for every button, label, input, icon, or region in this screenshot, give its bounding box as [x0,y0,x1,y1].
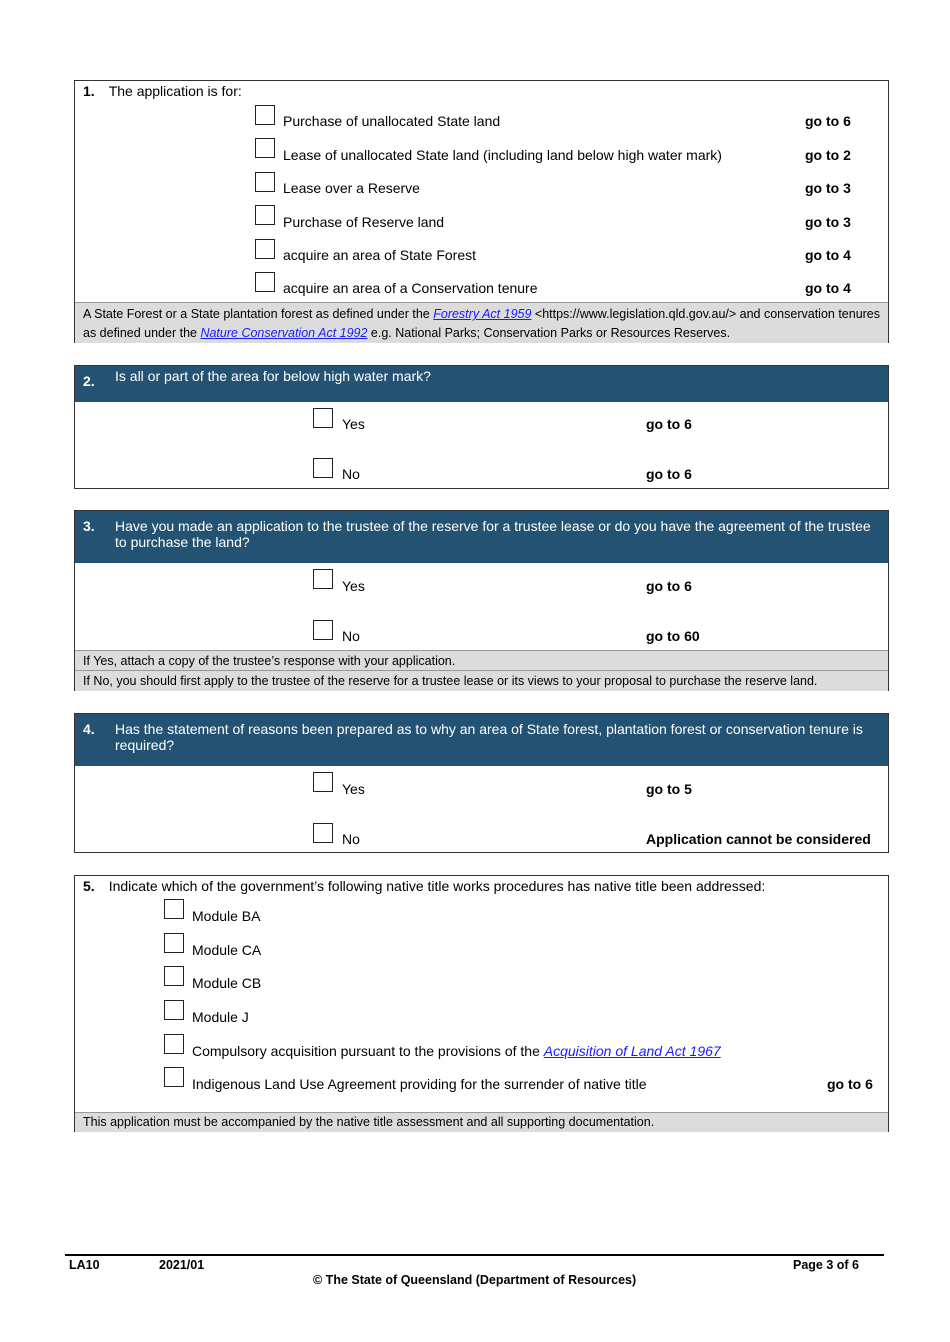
goto-label: Application cannot be considered [646,831,871,847]
checkbox-state-forest[interactable] [255,239,275,259]
checkbox-no[interactable] [313,823,333,843]
question-1-text: The application is for: [108,83,242,99]
goto-label: go to 6 [827,1076,873,1092]
question-5-number: 5. [83,878,95,894]
goto-label: go to 3 [805,214,851,230]
option-label: Module J [192,1009,249,1025]
checkbox-lease-reserve[interactable] [255,172,275,192]
question-3-header [75,511,888,563]
question-3-note-no: If No, you should first apply to the trustee of the reserve for a trustee lease or its views to your proposal to purchase the reserve land. [75,670,888,691]
goto-label: go to 60 [646,628,700,644]
yes-label: Yes [342,781,365,797]
question-1-heading [83,83,242,99]
question-4-text: Has the statement of reasons been prepared as to why an area of State forest, plantation forest or conservation tenure is required? [115,721,863,753]
form-code: LA10 [69,1258,100,1272]
question-3-section [74,510,889,691]
checkbox-conservation-tenure[interactable] [255,272,275,292]
checkbox-module-ba[interactable] [164,899,184,919]
checkbox-no[interactable] [313,620,333,640]
option-label: Indigenous Land Use Agreement providing for the surrender of native title [192,1076,647,1092]
note-text: A State Forest or a State plantation forest as defined under the [83,307,434,321]
checkbox-no[interactable] [313,458,333,478]
nature-conservation-act-link[interactable]: Nature Conservation Act 1992 [200,326,368,340]
no-label: No [342,831,360,847]
goto-label: go to 4 [805,280,851,296]
option-label: Module BA [192,908,261,924]
copyright: © The State of Queensland (Department of Resources) [313,1273,637,1287]
page-number: Page 3 of 6 [793,1258,859,1272]
no-label: No [342,628,360,644]
option-label: acquire an area of State Forest [283,247,476,263]
checkbox-compulsory-acquisition[interactable] [164,1034,184,1054]
yes-label: Yes [342,416,365,432]
question-5-section [74,875,889,1132]
question-4-section [74,713,889,853]
question-1-section [74,80,889,343]
checkbox-purchase-reserve[interactable] [255,205,275,225]
question-1-note [75,302,888,343]
goto-label: go to 6 [805,113,851,129]
option-label: Purchase of unallocated State land [283,113,501,129]
checkbox-yes[interactable] [313,569,333,589]
forestry-act-link[interactable]: Forestry Act 1959 [433,307,532,321]
question-3-number: 3. [83,518,95,534]
checkbox-module-ca[interactable] [164,933,184,953]
goto-label: go to 5 [646,781,692,797]
no-label: No [342,466,360,482]
goto-label: go to 4 [805,247,851,263]
goto-label: go to 3 [805,180,851,196]
checkbox-yes[interactable] [313,408,333,428]
option-label: Module CB [192,975,262,991]
question-2-header [75,366,888,402]
goto-label: go to 6 [646,466,692,482]
question-2-number: 2. [83,373,95,389]
acquisition-of-land-act-link[interactable]: Acquisition of Land Act 1967 [543,1043,721,1059]
question-4-number: 4. [83,721,95,737]
question-3-note-yes: If Yes, attach a copy of the trustee’s response with your application. [75,650,888,670]
option-label: Module CA [192,942,262,958]
question-5-text: Indicate which of the government’s following native title works procedures has native title been addressed: [108,878,766,894]
goto-label: go to 6 [646,578,692,594]
option-label: Compulsory acquisition pursuant to the provisions of the [192,1043,544,1059]
compulsory-acquisition-label [192,1043,721,1059]
checkbox-purchase-unallocated[interactable] [255,105,275,125]
checkbox-ilua[interactable] [164,1067,184,1087]
checkbox-lease-unallocated[interactable] [255,138,275,158]
footer-rule [65,1254,884,1256]
form-version: 2021/01 [159,1258,205,1272]
question-4-header [75,714,888,766]
goto-label: go to 2 [805,147,851,163]
question-1-number: 1. [83,83,95,99]
option-label: Purchase of Reserve land [283,214,445,230]
question-2-section [74,365,889,489]
note-text: e.g. National Parks; Conservation Parks or Resources Reserves. [367,326,731,340]
question-5-note: This application must be accompanied by the native title assessment and all supporting documentation. [75,1112,888,1132]
option-label: Lease over a Reserve [283,180,420,196]
question-2-text: Is all or part of the area for below high water mark? [115,368,431,384]
checkbox-module-cb[interactable] [164,966,184,986]
option-label: Lease of unallocated State land (including land below high water mark) [283,147,722,163]
checkbox-module-j[interactable] [164,1000,184,1020]
question-3-text: Have you made an application to the trustee of the reserve for a trustee lease or do you have the agreement of the trustee to purchase the land? [115,518,871,550]
note-text: <https://www.legislation.qld.gov.au/> and conservation tenures as defined under the [83,307,881,340]
option-label: acquire an area of a Conservation tenure [283,280,538,296]
goto-label: go to 6 [646,416,692,432]
yes-label: Yes [342,578,365,594]
checkbox-yes[interactable] [313,772,333,792]
question-5-heading [83,878,765,894]
